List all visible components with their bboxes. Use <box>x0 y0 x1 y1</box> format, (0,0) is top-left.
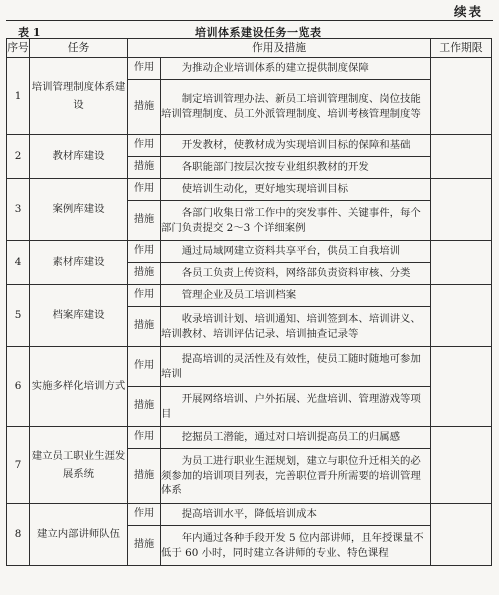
period-cell <box>431 58 492 135</box>
measure-text: 各员工负责上传资料，网络部负责资料审核、分类 <box>161 263 431 285</box>
measure-label: 措施 <box>128 449 161 504</box>
task-name: 建立员工职业生涯发展系统 <box>30 427 128 504</box>
task-name: 档案库建设 <box>30 285 128 347</box>
header-task: 任务 <box>30 39 128 58</box>
header-row <box>7 39 492 58</box>
header-no: 序号 <box>7 39 30 58</box>
role-label: 作用 <box>128 179 161 201</box>
measure-text: 开展网络培训、户外拓展、光盘培训、管理游戏等项目 <box>161 387 431 427</box>
measure-label: 措施 <box>128 157 161 179</box>
table-row <box>7 241 492 263</box>
task-name: 案例库建设 <box>30 179 128 241</box>
continued-label: 续表 <box>453 4 483 19</box>
role-text: 挖掘员工潜能，通过对口培训提高员工的归属感 <box>161 427 431 449</box>
task-name: 建立内部讲师队伍 <box>30 504 128 566</box>
header-content: 作用及措施 <box>128 39 431 58</box>
measure-label: 措施 <box>128 263 161 285</box>
measure-text: 年内通过各种手段开发 5 位内部讲师，且年授课量不低于 60 小时，同时建立各讲师的专业、特色课程 <box>161 526 431 566</box>
task-name: 教材库建设 <box>30 135 128 179</box>
role-text: 提高培训的灵活性及有效性，使员工随时随地可参加培训 <box>161 347 431 387</box>
table-row <box>7 58 492 80</box>
role-text: 提高培训水平，降低培训成本 <box>161 504 431 526</box>
role-label: 作用 <box>128 241 161 263</box>
role-text: 通过局域网建立资料共享平台，供员工自我培训 <box>161 241 431 263</box>
measure-label: 措施 <box>128 80 161 135</box>
table-row <box>7 135 492 157</box>
measure-label: 措施 <box>128 526 161 566</box>
table-label: 表 1 <box>18 26 41 39</box>
table-row <box>7 285 492 307</box>
row-number: 3 <box>7 179 30 241</box>
header-period: 工作期限 <box>431 39 492 58</box>
row-number: 6 <box>7 347 30 427</box>
period-cell <box>431 135 492 179</box>
table-title: 培训体系建设任务一览表 <box>195 26 322 39</box>
row-number: 8 <box>7 504 30 566</box>
measure-label: 措施 <box>128 307 161 347</box>
role-label: 作用 <box>128 135 161 157</box>
period-cell <box>431 427 492 504</box>
measure-label: 措施 <box>128 387 161 427</box>
role-text: 开发教材，使教材成为实现培训目标的保障和基础 <box>161 135 431 157</box>
table-row <box>7 427 492 449</box>
measure-text: 为员工进行职业生涯规划，建立与职位升迁相关的必须参加的培训项目列表，完善职位晋升所需要的培训管理体系 <box>161 449 431 504</box>
task-name: 实施多样化培训方式 <box>30 347 128 427</box>
period-cell <box>431 285 492 347</box>
table-row <box>7 504 492 526</box>
role-label: 作用 <box>128 427 161 449</box>
measure-text: 各职能部门按层次按专业组织教材的开发 <box>161 157 431 179</box>
period-cell <box>431 504 492 566</box>
measure-label: 措施 <box>128 201 161 241</box>
row-number: 5 <box>7 285 30 347</box>
measure-text: 收录培训计划、培训通知、培训签到本、培训讲义、培训教材、培训评估记录、培训抽查记录等 <box>161 307 431 347</box>
table-row <box>7 179 492 201</box>
measure-text: 各部门收集日常工作中的突发事件、关键事件，每个部门负责提交 2～3 个详细案例 <box>161 201 431 241</box>
role-text: 为推动企业培训体系的建立提供制度保障 <box>161 58 431 80</box>
task-name: 素材库建设 <box>30 241 128 285</box>
role-label: 作用 <box>128 285 161 307</box>
top-rule <box>6 20 493 21</box>
role-text: 管理企业及员工培训档案 <box>161 285 431 307</box>
row-number: 7 <box>7 427 30 504</box>
measure-text: 制定培训管理办法、新员工培训管理制度、岗位技能培训管理制度、员工外派管理制度、培训考核管理制度等 <box>161 80 431 135</box>
row-number: 1 <box>7 58 30 135</box>
role-label: 作用 <box>128 347 161 387</box>
training-system-table <box>6 38 492 566</box>
role-text: 使培训生动化，更好地实现培训目标 <box>161 179 431 201</box>
row-number: 4 <box>7 241 30 285</box>
role-label: 作用 <box>128 58 161 80</box>
period-cell <box>431 347 492 427</box>
period-cell <box>431 179 492 241</box>
row-number: 2 <box>7 135 30 179</box>
task-name: 培训管理制度体系建设 <box>30 58 128 135</box>
period-cell <box>431 241 492 285</box>
role-label: 作用 <box>128 504 161 526</box>
table-row <box>7 347 492 387</box>
